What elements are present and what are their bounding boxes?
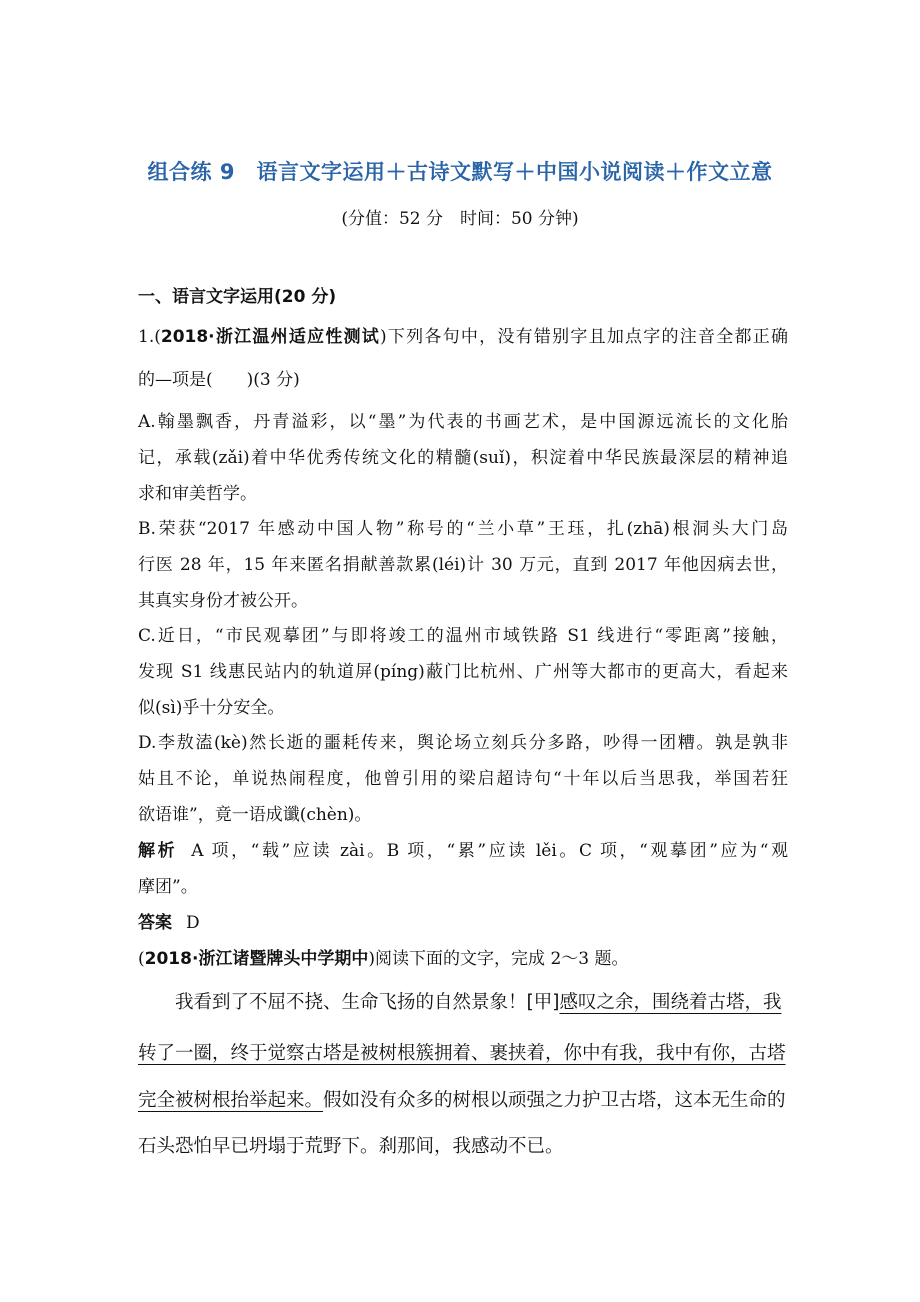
- option-c-line-2: 发现 S1 线惠民站内的轨道屏(píng)蔽门比杭州、广州等大都市的更高大，看起来: [138, 662, 788, 682]
- passage-underlined-text: 转了一圈，终于觉察古塔是被树根簇拥着、裹挟着，你中有我，我中有你，古塔: [138, 1043, 786, 1064]
- analysis-label: 解析: [138, 841, 178, 861]
- passage-underlined-text: 感叹之余，围绕着古塔，我: [559, 992, 782, 1013]
- analysis-line-1: [138, 839, 788, 863]
- intro-paren: (: [138, 949, 145, 969]
- passage-line-4: 石头恐怕早已坍塌于荒野下。刹那间，我感动不已。: [138, 1136, 564, 1157]
- option-b-line-2: 行医 28 年，15 年来匿名捐献善款累(léi)计 30 万元，直到 2017 年他因病去世，: [138, 555, 788, 575]
- intro-text: )阅读下面的文字，完成 2～3 题。: [368, 949, 629, 969]
- option-a-line-2: 记，承载(zǎi)着中华优秀传统文化的精髓(suǐ)，积淀着中华民族最深层的精神追: [138, 448, 788, 468]
- question-number: 1.(: [138, 327, 161, 347]
- score-time-subtitle: (分值：52 分 时间：50 分钟): [341, 209, 579, 229]
- question-source: 2018·浙江温州适应性测试: [160, 327, 381, 347]
- answer-label: 答案: [138, 913, 172, 933]
- answer-value: D: [186, 913, 200, 933]
- passage-text: 假如没有众多的树根以顽强之力护卫古塔，这本无生命的: [323, 1090, 786, 1111]
- passage-underlined-text: 完全被树根抬举起来。: [138, 1090, 324, 1111]
- section-heading: 一、语言文字运用(20 分): [138, 287, 337, 307]
- intro-source: 2018·浙江诸暨牌头中学期中: [144, 949, 369, 969]
- option-a-line-3: 求和审美哲学。: [138, 484, 257, 504]
- option-b-line-3: 其真实身份才被公开。: [138, 591, 308, 611]
- option-d-line-1: D.李敖溘(kè)然长逝的噩耗传来，舆论场立刻兵分多路，吵得一团糟。孰是孰非: [138, 733, 788, 753]
- page-title: 组合练 9 语言文字运用＋古诗文默写＋中国小说阅读＋作文立意: [147, 160, 773, 184]
- answer-line: [138, 911, 788, 935]
- option-b-line-1: B.荣获“2017 年感动中国人物”称号的“兰小草”王珏，扎(zhā)根洞头大门岛: [138, 519, 788, 539]
- option-c-line-3: 似(sì)乎十分安全。: [138, 698, 285, 718]
- question-1-stem-line-2: 的—项是( )(3 分): [138, 370, 300, 390]
- option-d-line-3: 欲语谁”，竟一语成谶(chèn)。: [138, 805, 372, 825]
- passage-line-1: [138, 989, 788, 1017]
- passage-line-2: [138, 1040, 788, 1068]
- analysis-line-2: 摩团”。: [138, 877, 198, 897]
- option-d-line-2: 姑且不论，单说热闹程度，他曾引用的梁启超诗句“十年以后当思我，举国若狂: [138, 769, 788, 789]
- analysis-text: A 项，“载”应读 zài。B 项，“累”应读 lěi。C 项，“观摹团”应为“观: [191, 841, 788, 861]
- question-1-stem-line-1: [138, 325, 788, 349]
- passage-text: 我看到了不屈不挠、生命飞扬的自然景象！[甲]: [175, 992, 560, 1013]
- option-c-line-1: C.近日，“市民观摹团”与即将竣工的温州市域铁路 S1 线进行“零距离”接触，: [138, 626, 788, 646]
- passage-line-3: [138, 1087, 788, 1115]
- question-stem-text: )下列各句中，没有错别字且加点字的注音全都正确: [380, 327, 788, 347]
- option-a-line-1: A.翰墨飘香，丹青溢彩，以“墨”为代表的书画艺术，是中国源远流长的文化胎: [138, 412, 788, 432]
- question-2-3-intro: [138, 947, 788, 971]
